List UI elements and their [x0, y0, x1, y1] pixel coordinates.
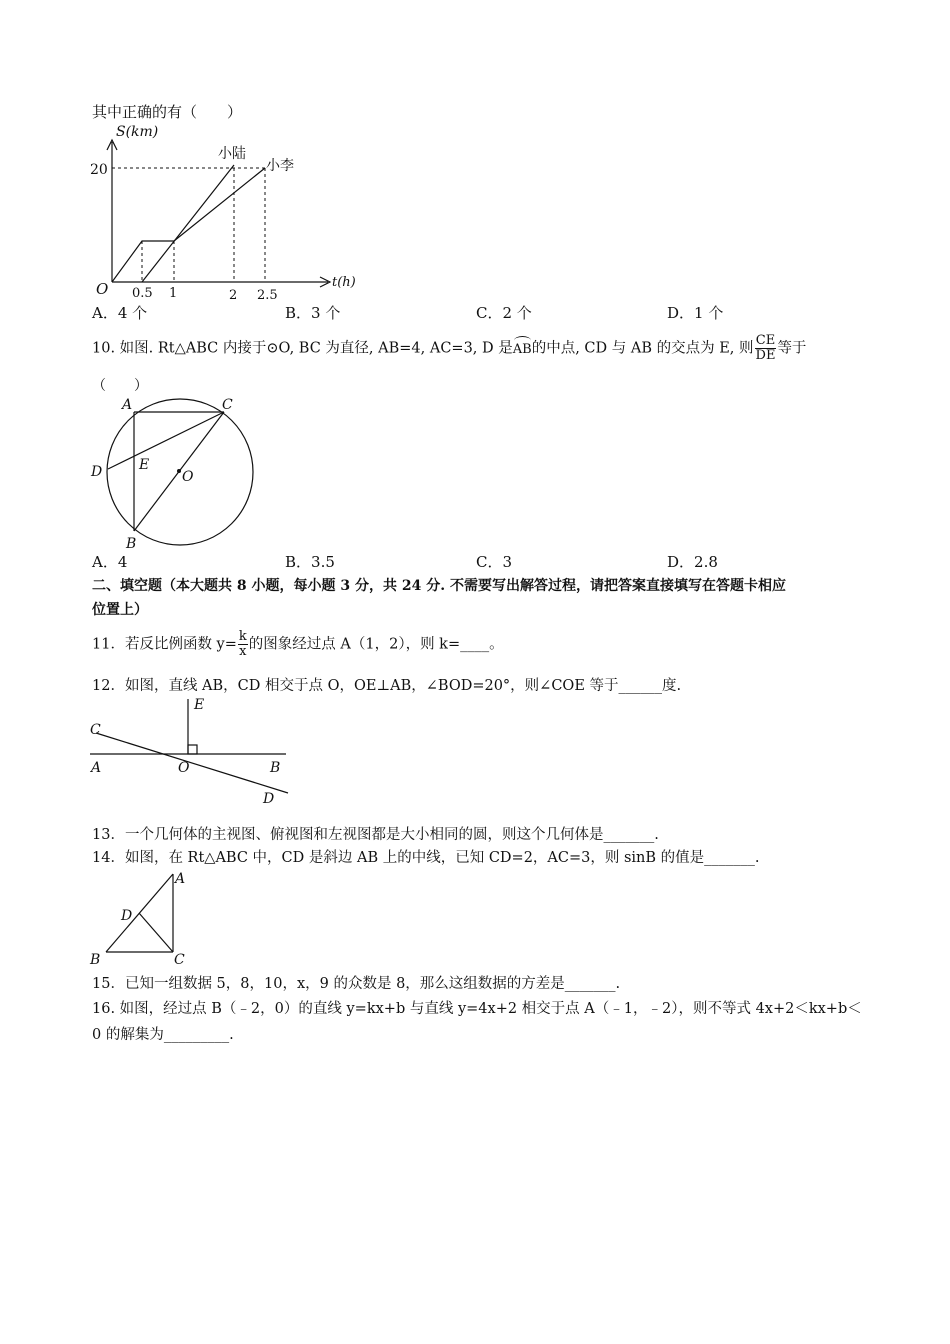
q10-fraction: [755, 334, 777, 363]
label-b: B: [270, 760, 281, 776]
q9-choice-d: D．1 个: [667, 304, 724, 322]
x-tick-1: 1: [169, 286, 178, 301]
label-a: A: [91, 760, 102, 776]
q11-text-post: 的图象经过点 A（1，2），则 k=____。: [248, 636, 504, 653]
q16-question-line1: 16. 如图，经过点 B（﹣2，0）的直线 y=kx+b 与直线 y=4x+2 相交于点 A（﹣1，﹣2），则不等式 4x+2＜kx+b＜: [92, 1001, 862, 1017]
q11-question: [92, 630, 504, 659]
q11-frac-den: x: [239, 644, 247, 659]
q10-question: [92, 334, 806, 363]
q9-choice-b: B．3 个: [285, 304, 341, 322]
q9-distance-time-graph: [90, 120, 370, 303]
center-point: [177, 469, 181, 473]
q10-frac-num: CE: [755, 333, 776, 348]
label-a: A: [122, 397, 133, 413]
label-e: E: [139, 457, 150, 473]
q14-triangle-figure: [88, 868, 208, 968]
q10-paren: （ ）: [92, 378, 148, 394]
segment-cd: [108, 412, 224, 469]
q11-fraction: [238, 630, 248, 659]
y-tick-20: 20: [90, 162, 108, 178]
x-tick-0.5: 0.5: [132, 286, 153, 301]
q10-text-pre: 10. 如图. Rt△ABC 内接于⊙O, BC 为直径, AB=4, AC=3, D 是: [92, 340, 513, 357]
right-angle-mark: [188, 745, 197, 754]
label-c: C: [90, 722, 101, 738]
q12-lines-figure: [88, 693, 298, 808]
label-o: O: [178, 760, 190, 776]
q10-choice-d: D．2.8: [667, 553, 718, 571]
q9-choice-a: A．4 个: [92, 304, 148, 322]
q10-text-post: 等于: [777, 340, 807, 357]
q13-question: 13．一个几何体的主视图、俯视图和左视图都是大小相同的圆，则这个几何体是_______.: [92, 827, 659, 843]
q9-tail-text: 其中正确的有（ ）: [92, 103, 243, 121]
q15-question: 15．已知一组数据 5，8，10，x，9 的众数是 8，那么这组数据的方差是_______.: [92, 976, 621, 992]
label-c: C: [174, 952, 185, 968]
section2-heading-line2: 位置上）: [92, 602, 148, 618]
q10-choice-b: B．3.5: [285, 553, 335, 571]
x-tick-2.5: 2.5: [257, 288, 278, 303]
label-xiaoli: 小李: [266, 158, 294, 174]
q12-question: 12．如图，直线 AB，CD 相交于点 O，OE⊥AB，∠BOD=20°，则∠COE 等于______度.: [92, 678, 682, 694]
origin-label: O: [96, 280, 109, 298]
line-cd: [96, 733, 288, 793]
label-c: C: [222, 397, 233, 413]
line-xiaoli: [112, 168, 265, 282]
q9-choice-c: C．2 个: [476, 304, 532, 322]
q14-question: 14．如图，在 Rt△ABC 中，CD 是斜边 AB 上的中线，已知 CD=2，AC=3，则 sinB 的值是_______.: [92, 850, 760, 866]
x-tick-2: 2: [229, 288, 238, 303]
q11-frac-num: k: [238, 629, 247, 644]
q10-choice-c: C．3: [476, 553, 513, 571]
label-d: D: [121, 908, 133, 924]
label-d: D: [263, 791, 275, 807]
label-xiaolu: 小陆: [218, 146, 246, 162]
section2-heading-line1: 二、填空题（本大题共 8 小题，每小题 3 分，共 24 分. 不需要写出解答过程，请把答案直接填写在答题卡相应: [92, 578, 786, 594]
q16-question-line2: 0 的解集为_________.: [92, 1027, 234, 1043]
label-e: E: [194, 697, 205, 713]
label-b: B: [90, 952, 101, 968]
label-d: D: [91, 464, 103, 480]
label-b: B: [126, 536, 137, 552]
segment-cd: [139, 913, 173, 952]
q11-text-pre: 11．若反比例函数 y=: [92, 636, 237, 653]
label-a: A: [175, 871, 186, 887]
q10-arc-ab: AB: [513, 336, 532, 360]
label-o: O: [182, 469, 194, 485]
q10-choice-a: A．4: [92, 553, 128, 571]
line-xiaolu: [142, 165, 234, 282]
y-axis-label: S(km): [116, 124, 159, 140]
q10-text-mid: 的中点, CD 与 AB 的交点为 E, 则: [531, 340, 754, 357]
q10-circle-figure: [88, 393, 268, 553]
x-axis-label: t(h): [332, 275, 356, 290]
q10-frac-den: DE: [755, 348, 776, 363]
